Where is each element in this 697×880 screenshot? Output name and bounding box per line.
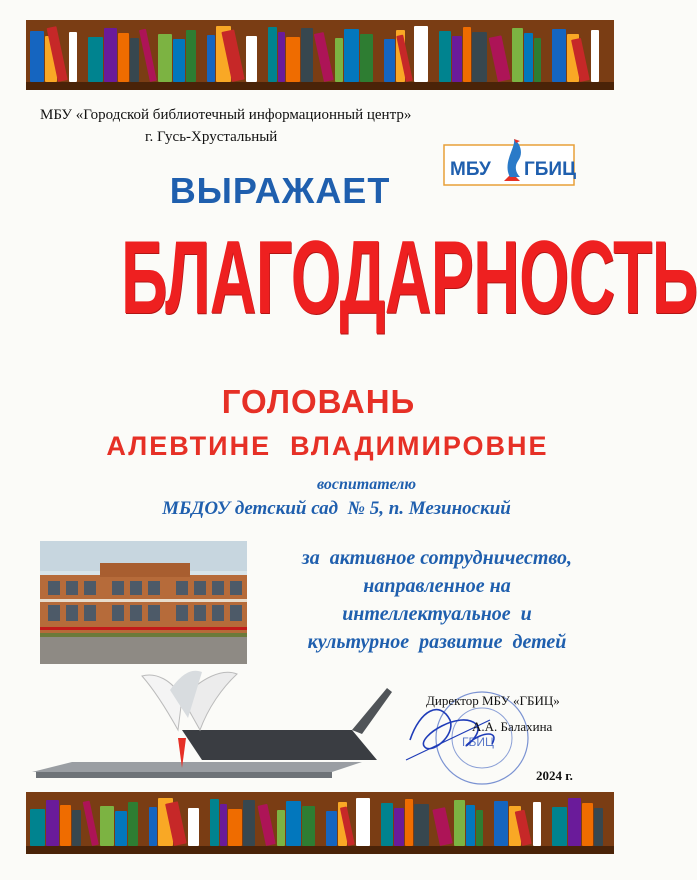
signatory-name: А.А. Балахина (472, 719, 553, 734)
recipient-role: воспитателю (316, 476, 417, 493)
book-spine (286, 37, 300, 82)
book-spine (452, 36, 462, 82)
book-spine (30, 31, 44, 82)
book-spine (335, 38, 343, 82)
reason-line: культурное развитие детей (307, 631, 567, 653)
book-spine (173, 39, 185, 82)
book-spine (60, 805, 71, 846)
book-spine (302, 806, 315, 846)
book-spine (286, 801, 301, 846)
reason-line: за активное сотрудничество, (301, 547, 573, 569)
book-spine (128, 802, 138, 846)
book-spine (582, 803, 593, 846)
book-spine (344, 29, 359, 82)
book-spine (46, 800, 59, 846)
book-spine (104, 28, 117, 82)
book-spine (591, 30, 599, 82)
book-spine (533, 802, 541, 846)
book-spine (158, 34, 172, 82)
book-spine (356, 798, 370, 846)
document-year: 2024 г. (536, 768, 573, 783)
book-spine (88, 37, 103, 82)
book-spine (524, 33, 533, 82)
issuing-organization: МБУ «Городской библиотечный информационный центр» (40, 107, 412, 123)
book-spine (278, 32, 285, 82)
book-spine (228, 809, 242, 846)
book-spine (394, 808, 404, 846)
book-spine (568, 798, 581, 846)
book-spine (118, 33, 129, 82)
logo-left-text: МБУ (450, 159, 491, 180)
book-spine (463, 27, 471, 82)
book-spine (257, 804, 275, 846)
book-spine (72, 810, 81, 846)
book-spine (472, 32, 487, 82)
book-spine (130, 38, 139, 82)
reason-line: интеллектуальное и (342, 603, 532, 625)
bottom-bookshelf-decoration (26, 792, 614, 854)
book-spine (512, 28, 523, 82)
shelf-board (26, 82, 614, 90)
signatory-title: Директор МБУ «ГБИЦ» (426, 693, 560, 708)
book-spine (186, 30, 196, 82)
book-spine (384, 39, 395, 82)
book-spine (552, 807, 567, 846)
book-spine (454, 800, 465, 846)
title-gratitude: БЛАГОДАРНОСТЬ (121, 220, 697, 336)
book-spine (188, 808, 199, 846)
book-spine (466, 805, 475, 846)
title-expresses: ВЫРАЖАЕТ (169, 170, 391, 211)
book-spine (552, 29, 566, 82)
recipient-given-names: АЛЕВТИНЕ ВЛАДИМИРОВНЕ (106, 431, 549, 461)
recipient-surname: ГОЛОВАНЬ (221, 383, 416, 420)
reason-line: направленное на (363, 575, 511, 597)
stamp-text: ГБИЦ (462, 735, 494, 749)
book-spine (277, 810, 285, 846)
book-spine (83, 801, 99, 846)
book-spine (594, 808, 603, 846)
logo-right-text: ГБИЦ (524, 159, 576, 180)
book-spine (534, 38, 541, 82)
book-spine (432, 807, 452, 846)
book-spine (220, 804, 227, 846)
book-spine (139, 29, 157, 82)
book-spine (100, 806, 114, 846)
book-spine (405, 799, 413, 846)
book-spine (494, 801, 508, 846)
laptop-book-illustration (32, 668, 392, 783)
book-spine (301, 28, 313, 82)
gratitude-reason (262, 544, 612, 656)
book-spine (360, 34, 373, 82)
book-spine (69, 32, 77, 82)
book-spine (149, 807, 157, 846)
book-spine (30, 809, 45, 846)
book-spine (414, 804, 429, 846)
book-spine (246, 36, 257, 82)
top-bookshelf-decoration (26, 20, 614, 90)
issuing-city: г. Гусь-Хрустальный (145, 129, 278, 145)
shelf-board (26, 846, 614, 854)
book-spine (381, 803, 393, 846)
book-spine (414, 26, 428, 82)
book-spine (314, 32, 334, 82)
book-spine (439, 31, 451, 82)
book-spine (207, 35, 215, 82)
book-spine (326, 811, 337, 846)
book-spine (476, 810, 483, 846)
recipient-organization: МБДОУ детский сад № 5, п. Мезиноский (162, 498, 511, 519)
book-spine (115, 811, 127, 846)
book-spine (210, 799, 219, 846)
book-spine (243, 800, 255, 846)
book-spine (268, 27, 277, 82)
book-spine (489, 35, 511, 82)
kindergarten-building-photo (40, 541, 247, 664)
